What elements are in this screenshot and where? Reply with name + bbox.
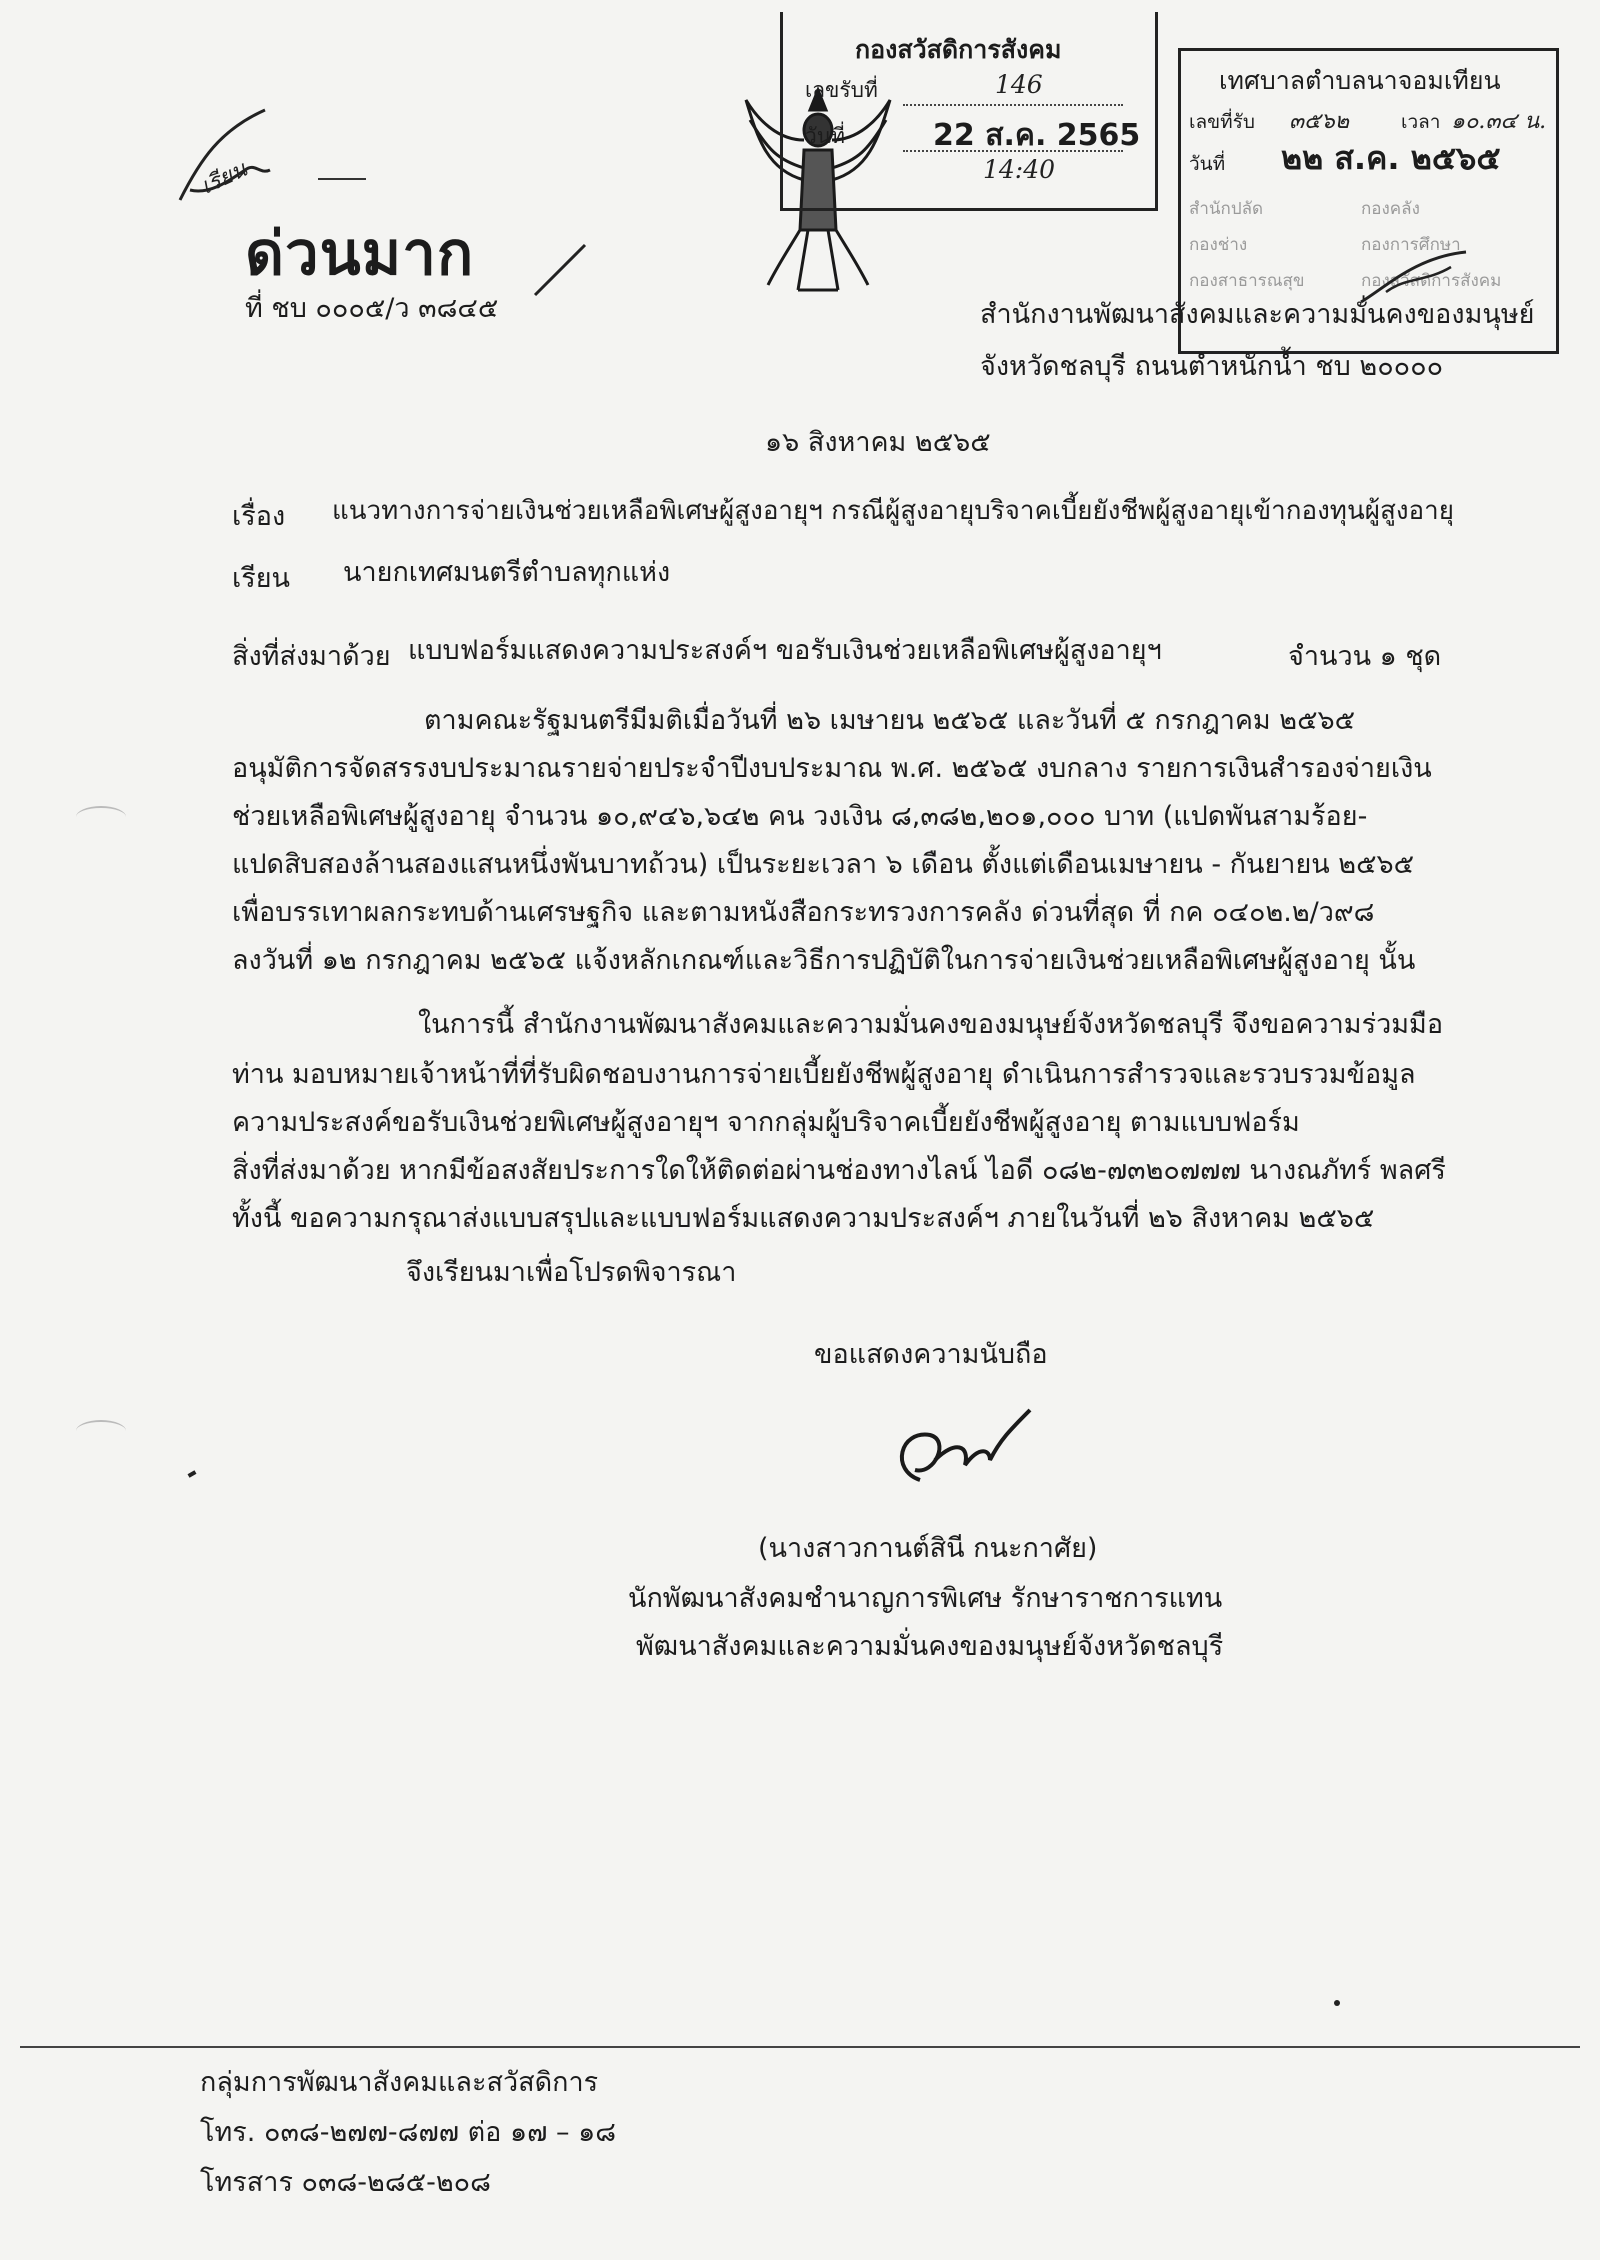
stamp2-org: เทศบาลตำบลนาจอมเทียน <box>1219 66 1501 95</box>
enclosure-text: แบบฟอร์มแสดงความประสงค์ฯ ขอรับเงินช่วยเหลือพิเศษผู้สูงอายุฯ <box>408 635 1162 666</box>
stamp2-row: กองการศึกษา <box>1361 235 1461 255</box>
signer-name: (นางสาวกานต์สินี กนะกาศัย) <box>758 1533 1098 1564</box>
to-label: เรียน <box>232 563 291 594</box>
stamp2-recv-no: ๓๕๖๒ <box>1289 109 1350 134</box>
paragraph-1-line: ตามคณะรัฐมนตรีมีมติเมื่อวันที่ ๒๖ เมษายน ๒๕๖๕ และวันที่ ๕ กรกฎาคม ๒๕๖๕ <box>424 705 1356 736</box>
paragraph-1-line: เพื่อบรรเทาผลกระทบด้านเศรษฐกิจ และตามหนังสือกระทรวงการคลัง ด่วนที่สุด ที่ กค ๐๔๐๒.๒/ว๙๘ <box>232 897 1375 928</box>
receipt-stamp-social-welfare <box>780 12 1158 211</box>
stamp2-time: ๑๐.๓๔ น. <box>1451 109 1547 134</box>
paragraph-1-line: ลงวันที่ ๑๒ กรกฎาคม ๒๕๖๕ แจ้งหลักเกณฑ์และวิธีการปฏิบัติในการจ่ายเงินช่วยเหลือพิเศษผู้สูงอายุ นั้น <box>232 945 1416 976</box>
document-number: ที่ ชบ ๐๐๐๕/ว ๓๘๔๕ <box>245 293 499 324</box>
scan-artifact <box>76 1420 126 1442</box>
scan-artifact <box>76 806 126 828</box>
stamp2-date: ๒๒ ส.ค. ๒๕๖๕ <box>1281 139 1501 177</box>
handwritten-note: เรียน <box>197 157 251 200</box>
signature <box>880 1400 1040 1490</box>
urgency-label: ด่วนมาก <box>245 219 475 289</box>
stamp2-row: กองคลัง <box>1361 199 1420 219</box>
stamp1-recv-no: 146 <box>995 70 1043 99</box>
handwritten-flourish <box>530 240 590 300</box>
paragraph-2-line: ทั้งนี้ ขอความกรุณาส่งแบบสรุปและแบบฟอร์มแสดงความประสงค์ฯ ภายในวันที่ ๒๖ สิงหาคม ๒๕๖๕ <box>232 1203 1375 1234</box>
stamp2-recv-label: เลขที่รับ <box>1189 111 1255 133</box>
stamp1-time: 14:40 <box>983 155 1056 184</box>
sender-office: สำนักงานพัฒนาสังคมและความมั่นคงของมนุษย์ <box>980 299 1535 330</box>
stamp2-row: กองช่าง <box>1189 235 1248 255</box>
sender-address: จังหวัดชลบุรี ถนนตำหนักน้ำ ชบ ๒๐๐๐๐ <box>980 351 1444 382</box>
footer-department: กลุ่มการพัฒนาสังคมและสวัสดิการ <box>200 2067 599 2098</box>
scan-artifact <box>188 1470 197 1477</box>
to-text: นายกเทศมนตรีตำบลทุกแห่ง <box>343 557 671 588</box>
enclosure-label: สิ่งที่ส่งมาด้วย <box>232 641 391 672</box>
stamp2-row: สำนักปลัด <box>1189 199 1264 219</box>
stamp1-date: 22 ส.ค. 2565 <box>933 118 1141 153</box>
subject-label: เรื่อง <box>232 501 286 532</box>
stamp2-date-label: วันที่ <box>1189 153 1226 175</box>
scan-artifact <box>1334 2000 1340 2006</box>
stamp2-row: กองสวัสดิการสังคม <box>1361 271 1502 291</box>
stamp1-org: กองสวัสดิการสังคม <box>855 35 1062 64</box>
footer-fax: โทรสาร ๐๓๘-๒๘๕-๒๐๘ <box>200 2167 491 2198</box>
closing-text: จึงเรียนมาเพื่อโปรดพิจารณา <box>406 1257 737 1288</box>
paragraph-1-line: อนุมัติการจัดสรรงบประมาณรายจ่ายประจำปีงบประมาณ พ.ศ. ๒๕๖๕ งบกลาง รายการเงินสำรองจ่ายเงิน <box>232 753 1432 784</box>
stamp1-date-label: วันที่ <box>805 124 845 148</box>
paragraph-2-line: ในการนี้ สำนักงานพัฒนาสังคมและความมั่นคงของมนุษย์จังหวัดชลบุรี จึงขอความร่วมมือ <box>418 1009 1444 1040</box>
stamp1-recv-label: เลขรับที่ <box>805 78 878 102</box>
regards-text: ขอแสดงความนับถือ <box>814 1339 1048 1370</box>
paragraph-2-line: ท่าน มอบหมายเจ้าหน้าที่ที่รับผิดชอบงานการจ่ายเบี้ยยังชีพผู้สูงอายุ ดำเนินการสำรวจและรวบรวมข้อมูล <box>232 1059 1416 1090</box>
subject-text: แนวทางการจ่ายเงินช่วยเหลือพิเศษผู้สูงอายุฯ กรณีผู้สูงอายุบริจาคเบี้ยยังชีพผู้สูงอายุเข้ากองทุนผู้สูงอายุ <box>332 496 1454 526</box>
handwritten-dash <box>318 178 366 180</box>
paragraph-2-line: สิ่งที่ส่งมาด้วย หากมีข้อสงสัยประการใดให้ติดต่อผ่านช่องทางไลน์ ไอดี ๐๘๒-๗๓๒๐๗๗๗ นางณภัทร์ พลศรี <box>232 1155 1446 1186</box>
letter-date: ๑๖ สิงหาคม ๒๕๖๕ <box>765 427 991 458</box>
footer-divider <box>20 2046 1580 2048</box>
paragraph-2-line: ความประสงค์ขอรับเงินช่วยพิเศษผู้สูงอายุฯ จากกลุ่มผู้บริจาคเบี้ยยังชีพผู้สูงอายุ ตามแบบฟอร์ม <box>232 1107 1300 1138</box>
stamp2-time-label: เวลา <box>1401 111 1441 133</box>
footer-telephone: โทร. ๐๓๘-๒๗๗-๘๗๗ ต่อ ๑๗ – ๑๘ <box>200 2117 617 2148</box>
paragraph-1-line: ช่วยเหลือพิเศษผู้สูงอายุ จำนวน ๑๐,๙๔๖,๖๔๒ คน วงเงิน ๘,๓๘๒,๒๐๑,๐๐๐ บาท (แปดพันสามร้อย- <box>232 801 1368 832</box>
signer-title-line1: นักพัฒนาสังคมชำนาญการพิเศษ รักษาราชการแทน <box>628 1583 1223 1614</box>
signer-title-line2: พัฒนาสังคมและความมั่นคงของมนุษย์จังหวัดชลบุรี <box>636 1631 1224 1662</box>
stamp2-row: กองสาธารณสุข <box>1189 271 1305 291</box>
paragraph-1-line: แปดสิบสองล้านสองแสนหนึ่งพันบาทถ้วน) เป็นระยะเวลา ๖ เดือน ตั้งแต่เดือนเมษายน - กันยายน ๒๕๖๕ <box>232 849 1415 880</box>
enclosure-qty: จำนวน ๑ ชุด <box>1288 641 1442 672</box>
